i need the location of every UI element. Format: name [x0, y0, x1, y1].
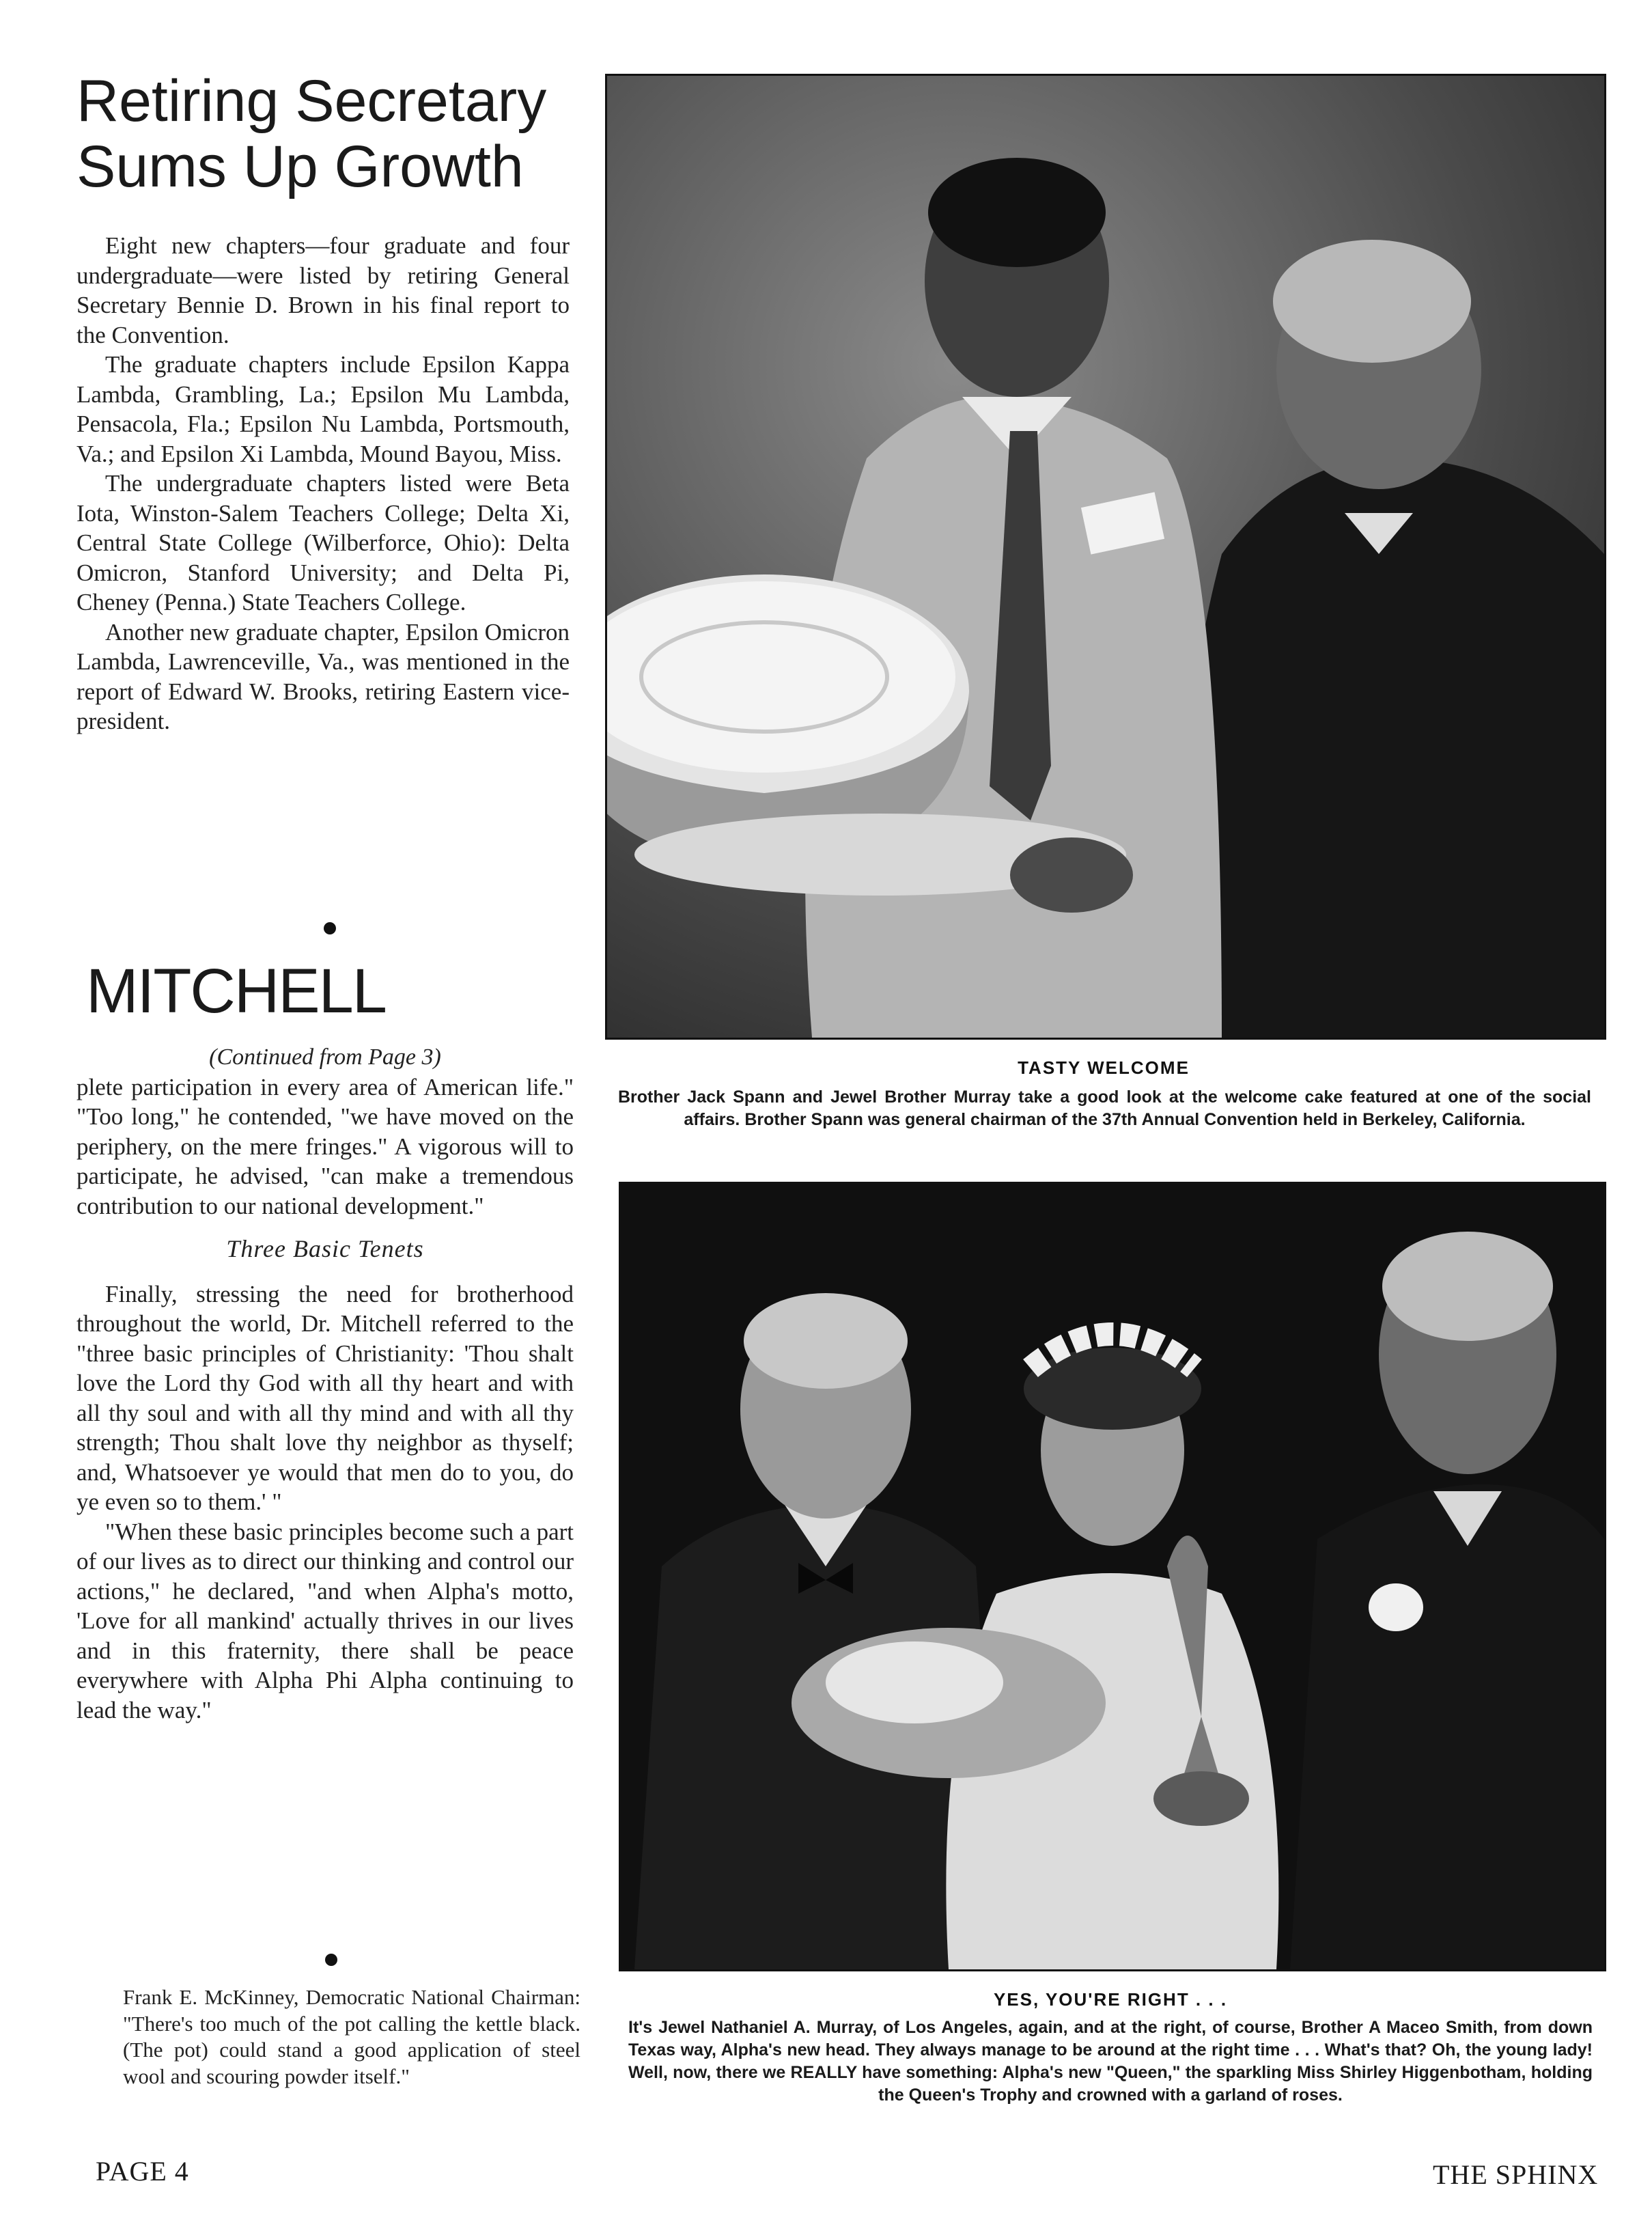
queen-caption-text: It's Jewel Nathaniel A. Murray, of Los Angeles, again, and at the right, of course, Brother A Maceo Smith, from down Texas way, Alpha's new head. They always manage to be around at the right time . . . What's that? Oh, the young lady! Well, now, there we REALLY have something: Alpha's new "Queen," the sparkling Miss Shirley Higgenbotham, holding the Queen's Trophy and crowned with a garland of roses.	[628, 2018, 1593, 2105]
mitchell-article-body	[76, 1042, 574, 1725]
magazine-name: THE SPHINX	[1433, 2159, 1599, 2190]
cake-photo-illustration	[607, 76, 1604, 1038]
queen-photo-illustration	[621, 1184, 1604, 1969]
continued-note: (Continued from Page 3)	[209, 1044, 441, 1070]
page-number: PAGE 4	[96, 2156, 189, 2187]
section-divider-bullet	[325, 1954, 337, 1966]
mitchell-subhead: Three Basic Tenets	[226, 1235, 424, 1262]
retiring-paragraph: The undergraduate chapters listed were Beta Iota, Winston-Salem Teachers College; Delta Xi, Central State College (Wilberforce, Ohio): Delta Omicron, Stanford University; and Delta Pi, Cheney (Penna.) State Teachers College.	[76, 470, 570, 615]
mitchell-paragraph: "When these basic principles become such a part of our lives as to direct our thinking and control our actions," he declared, "and when Alpha's motto, 'Love for all mankind' actually thrives in our lives and in this fraternity, there shall be peace everywhere with Alpha Phi Alpha continuing to lead the way."	[76, 1518, 574, 1723]
queen-photo	[619, 1182, 1606, 1971]
queen-caption-title: YES, YOU'RE RIGHT . . .	[993, 1989, 1228, 2010]
cake-photo	[605, 74, 1606, 1040]
mitchell-headline: MITCHELL	[86, 956, 386, 1026]
mitchell-paragraph: Finally, stressing the need for brotherhood throughout the world, Dr. Mitchell referred to the "three basic principles of Christianity: 'Thou shalt love the Lord thy God with all thy heart and with all thy soul and with all thy mind and with all thy strength; Thou shalt love thy neighbor as thyself; and, Whatsoever ye would that men do to you, do ye even so to them.' "	[76, 1280, 574, 1515]
cake-caption-text: Brother Jack Spann and Jewel Brother Murray take a good look at the welcome cake featured at one of the social affairs. Brother Spann was general chairman of the 37th Annual Convention held in Berkeley, California.	[618, 1087, 1591, 1129]
mitchell-lead-paragraph: plete participation in every area of American life." "Too long," he contended, "we have moved on the periphery, on the mere fringes." A vigorous will to participate, he advised, "can make a tremendous contribution to our national development."	[76, 1073, 574, 1219]
mckinney-quote	[123, 1984, 580, 2090]
section-divider-bullet	[324, 922, 336, 934]
quote-text: Frank E. McKinney, Democratic National Chairman: "There's too much of the pot calling the kettle black. (The pot) could stand a good application of steel wool and scouring powder itself."	[123, 1985, 580, 2088]
retiring-article-body	[76, 231, 570, 736]
retiring-paragraph: The graduate chapters include Epsilon Kappa Lambda, Grambling, La.; Epsilon Mu Lambda, Pensacola, Fla.; Epsilon Nu Lambda, Portsmouth, Va.; and Epsilon Xi Lambda, Mound Bayou, Miss.	[76, 351, 570, 467]
retiring-paragraph: Another new graduate chapter, Epsilon Omicron Lambda, Lawrenceville, Va., was mentioned in the report of Edward W. Brooks, retiring Eastern vice-president.	[76, 618, 570, 734]
cake-caption-title: TASTY WELCOME	[1018, 1057, 1190, 1078]
retiring-paragraph: Eight new chapters—four graduate and four undergraduate—were listed by retiring General Secretary Bennie D. Brown in his final report to the Convention.	[76, 232, 570, 348]
retiring-headline: Retiring Secretary Sums Up Growth	[76, 68, 547, 200]
